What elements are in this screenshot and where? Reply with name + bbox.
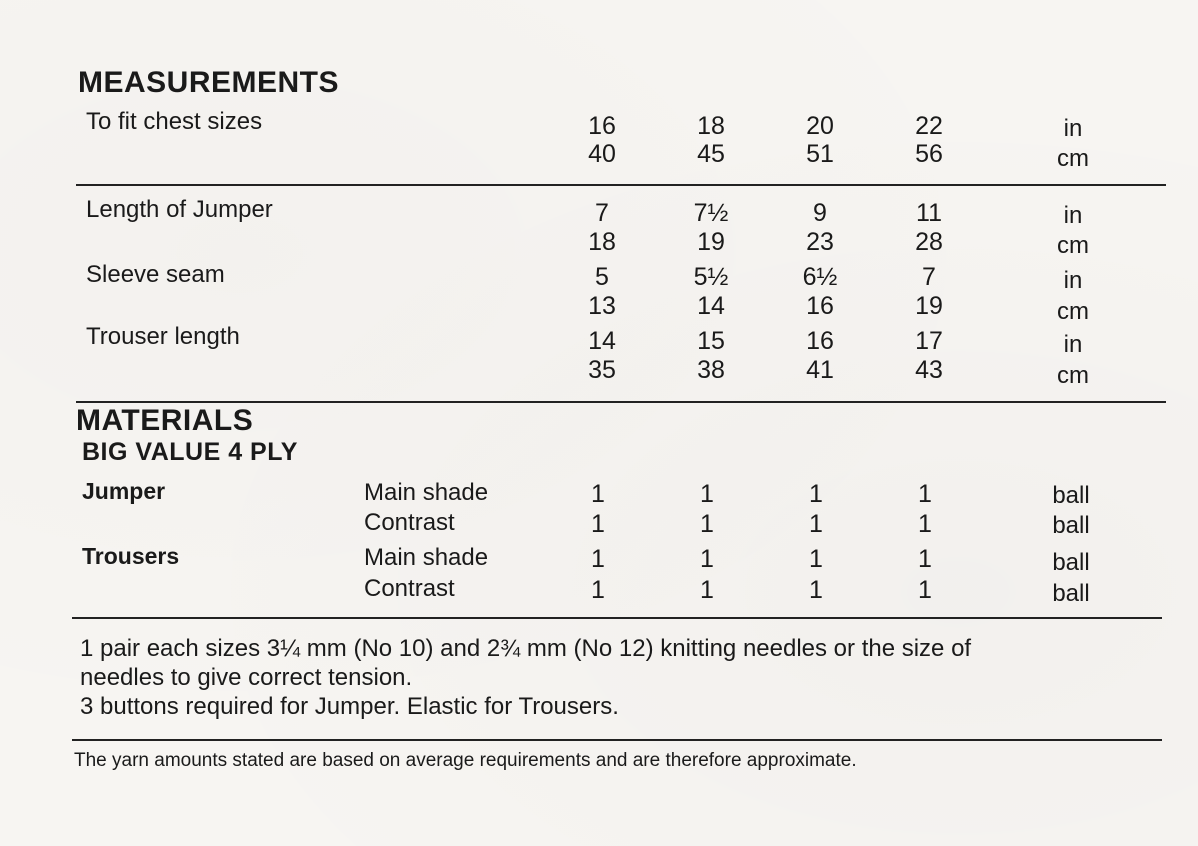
trousers-contrast-qty-1: 1 (591, 576, 605, 604)
trousers-contrast-qty-2: 1 (700, 576, 714, 604)
trousers-main-qty-4: 1 (918, 545, 932, 573)
trouser-length-cm-3: 41 (806, 356, 834, 384)
buttons-text: 3 buttons required for Jumper. Elastic for Trousers. (80, 693, 619, 720)
sleeve-seam-in-4: 7 (922, 263, 936, 291)
trouser-length-in-3: 16 (806, 327, 834, 355)
jumper-length-in-4: 11 (916, 199, 942, 227)
chest-in-1: 16 (588, 112, 616, 140)
row-label-trouser-length: Trouser length (86, 323, 240, 350)
trousers-contrast-unit: ball (1052, 580, 1090, 607)
jumper-main-unit: ball (1052, 482, 1090, 509)
chest-cm-1: 40 (588, 140, 616, 168)
trouser-length-cm-4: 43 (915, 356, 943, 384)
trousers-contrast-qty-3: 1 (809, 576, 823, 604)
jumper-main-qty-2: 1 (700, 480, 714, 508)
trousers-main-unit: ball (1052, 549, 1090, 576)
chest-size-label: To fit chest sizes (86, 108, 263, 135)
yarn-name: BIG VALUE 4 PLY (82, 438, 298, 466)
materials-heading: MATERIALS (76, 404, 254, 437)
jumper-contrast-unit: ball (1052, 512, 1090, 539)
divider-rule (76, 401, 1166, 403)
trouser-length-cm-2: 38 (697, 356, 725, 384)
jumper-contrast-qty-1: 1 (591, 510, 605, 538)
trousers-main-qty-3: 1 (809, 545, 823, 573)
measurements-heading: MEASUREMENTS (78, 66, 340, 99)
sleeve-seam-cm-4: 19 (915, 292, 943, 320)
sleeve-seam-cm-2: 14 (697, 292, 725, 320)
jumper-length-unit-in: in (1063, 202, 1083, 229)
sleeve-seam-unit-cm: cm (1057, 298, 1089, 325)
jumper-length-cm-4: 28 (915, 228, 943, 256)
sleeve-seam-in-2: 5½ (693, 263, 729, 291)
trousers-main-shade-label: Main shade (364, 544, 489, 571)
jumper-main-shade-label: Main shade (364, 479, 489, 506)
trousers-main-qty-2: 1 (700, 545, 714, 573)
jumper-length-in-3: 9 (813, 199, 827, 227)
sleeve-seam-cm-1: 13 (588, 292, 616, 320)
yarn-amount-note: The yarn amounts stated are based on average requirements and are therefore approximate. (74, 750, 857, 771)
sleeve-seam-in-1: 5 (595, 263, 609, 291)
sleeve-seam-unit-in: in (1063, 267, 1083, 294)
sleeve-seam-cm-3: 16 (806, 292, 834, 320)
jumper-contrast-qty-4: 1 (918, 510, 932, 538)
sleeve-seam-in-3: 6½ (802, 263, 838, 291)
jumper-length-unit-cm: cm (1057, 232, 1089, 259)
jumper-main-qty-3: 1 (809, 480, 823, 508)
jumper-length-cm-1: 18 (588, 228, 616, 256)
chest-unit-cm: cm (1057, 145, 1089, 172)
trouser-length-unit-cm: cm (1057, 362, 1089, 389)
trouser-length-in-2: 15 (697, 327, 725, 355)
trouser-length-in-1: 14 (588, 327, 616, 355)
chest-cm-3: 51 (806, 140, 834, 168)
needles-text-line-2: needles to give correct tension. (80, 664, 413, 691)
trousers-main-qty-1: 1 (591, 545, 605, 573)
chest-unit-in: in (1063, 115, 1083, 142)
divider-rule (72, 617, 1162, 619)
jumper-length-in-2: 7½ (693, 199, 729, 227)
trouser-length-unit-in: in (1063, 331, 1083, 358)
group-label-jumper: Jumper (82, 478, 166, 504)
group-label-trousers: Trousers (82, 543, 180, 569)
chest-in-2: 18 (697, 112, 725, 140)
jumper-main-qty-4: 1 (918, 480, 932, 508)
jumper-length-cm-3: 23 (806, 228, 834, 256)
divider-rule (76, 184, 1166, 186)
jumper-main-qty-1: 1 (591, 480, 605, 508)
trousers-contrast-label: Contrast (364, 575, 455, 602)
jumper-length-in-1: 7 (595, 199, 609, 227)
chest-cm-2: 45 (697, 140, 725, 168)
row-label-sleeve-seam: Sleeve seam (86, 261, 225, 288)
chest-cm-4: 56 (915, 140, 943, 168)
trousers-contrast-qty-4: 1 (918, 576, 932, 604)
trouser-length-cm-1: 35 (588, 356, 616, 384)
chest-in-3: 20 (806, 112, 834, 140)
jumper-length-cm-2: 19 (697, 228, 725, 256)
jumper-contrast-qty-3: 1 (809, 510, 823, 538)
trouser-length-in-4: 17 (915, 327, 943, 355)
row-label-length-of-jumper: Length of Jumper (86, 196, 273, 223)
divider-rule (72, 739, 1162, 741)
needles-text-line-1: 1 pair each sizes 3¼ mm (No 10) and 2¾ mm (No 12) knitting needles or the size of (80, 635, 972, 662)
chest-in-4: 22 (915, 112, 943, 140)
jumper-contrast-qty-2: 1 (700, 510, 714, 538)
jumper-contrast-label: Contrast (364, 509, 455, 536)
